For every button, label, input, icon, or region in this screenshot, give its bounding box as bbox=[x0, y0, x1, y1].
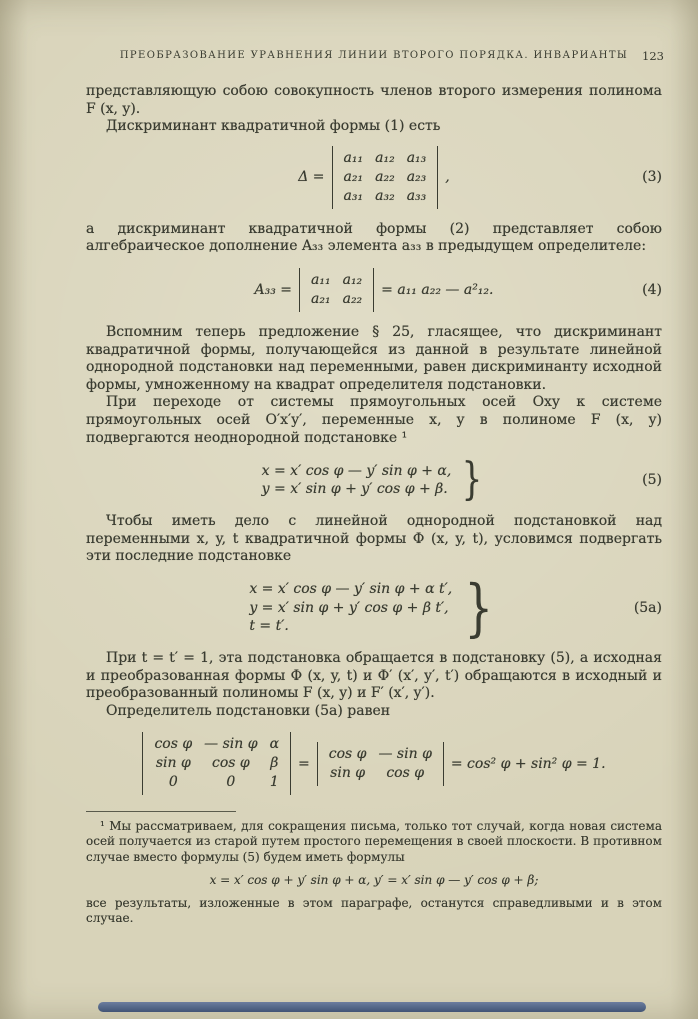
equation-4 bbox=[86, 268, 662, 312]
matrix-cell: a₁₂ bbox=[375, 149, 395, 166]
equation-4-lhs: A₃₃ = bbox=[254, 281, 293, 298]
matrix-cell: — sin φ bbox=[378, 745, 432, 762]
equation-5a-line-3: t = t′. bbox=[249, 618, 289, 635]
equation-6-equals: = bbox=[298, 755, 310, 772]
matrix-table bbox=[148, 735, 285, 792]
equation-number-5: (5) bbox=[642, 472, 662, 489]
running-header bbox=[86, 50, 662, 61]
matrix-cell: a₂₁ bbox=[311, 290, 331, 307]
matrix-cell: 1 bbox=[269, 774, 279, 791]
matrix-cell: a₂₁ bbox=[343, 168, 364, 185]
matrix-table bbox=[338, 149, 433, 206]
matrix-cell: a₁₁ bbox=[311, 271, 331, 288]
running-header-title: ПРЕОБРАЗОВАНИЕ УРАВНЕНИЯ ЛИНИИ ВТОРОГО ПОРЯДКА. ИНВАРИАНТЫ bbox=[119, 50, 629, 61]
paragraph-cofactor: а дискриминант квадратичной формы (2) представляет собою алгебраическое дополнение A₃₃ элемента a₃₃ в предыдущем определителе: bbox=[86, 220, 662, 255]
page-content bbox=[86, 50, 662, 927]
equation-5-line-1: x = x′ cos φ — y′ sin φ + α, bbox=[261, 462, 452, 479]
system-brace-icon: } bbox=[462, 454, 483, 506]
equation-5-line-2: y = x′ sin φ + y′ cos φ + β. bbox=[261, 481, 448, 498]
matrix-cell: cos φ bbox=[154, 736, 193, 753]
equation-number-5a: (5а) bbox=[633, 599, 662, 616]
matrix-cell: a₃₁ bbox=[343, 187, 364, 204]
matrix-cell: a₁₃ bbox=[406, 149, 427, 166]
determinant-2x2 bbox=[299, 268, 374, 312]
equation-6 bbox=[86, 732, 662, 795]
equation-5a-system bbox=[86, 570, 662, 644]
paragraph-axes-transition: При переходе от системы прямоугольных осей Oxy к системе прямоугольных осей O′x′y′, переменные x, y в полиноме F (x, y) подвергаются неоднородной подстановке ¹ bbox=[86, 394, 662, 446]
matrix-cell: 0 bbox=[226, 774, 236, 791]
matrix-cell: a₃₃ bbox=[406, 187, 427, 204]
matrix-cell: — sin φ bbox=[204, 736, 258, 753]
matrix-cell: a₁₁ bbox=[343, 149, 364, 166]
equation-3-tail: , bbox=[445, 169, 450, 186]
paragraph-t-equals-one: При t = t′ = 1, эта подстановка обращается в подстановку (5), а исходная и преобразованная формы Φ (x, y, t) и Φ′ (x′, y′, t′) обращаются в исходный и преобразованный полиномы F (x, y) и F′ (x′, y′). bbox=[86, 649, 662, 702]
equation-5a-lines bbox=[249, 580, 452, 636]
paragraph-proposition-25: Вспомним теперь предложение § 25, гласящее, что дискриминант квадратичной формы, получающейся из данной в результате линейной однородной подстановки над переменными, равен дискриминанту исходной формы, умноженному на квадрат определителя подстановки. bbox=[86, 323, 662, 393]
matrix-cell: sin φ bbox=[155, 755, 191, 772]
paragraph-homogeneous-substitution: Чтобы иметь дело с линейной однородной подстановкой над переменными x, y, t квадратичной формы Φ (x, y, t), условимся подвергать эти последние подстановке bbox=[86, 513, 662, 565]
scan-edge-artifact bbox=[98, 1002, 646, 1012]
equation-4-rhs: = a₁₁ a₂₂ — a²₁₂. bbox=[381, 281, 494, 298]
footnote-text: ¹ Мы рассматриваем, для сокращения письма, только тот случай, когда новая система осей получается из старой путем простого перемещения в своей плоскости. В противном случае вместо формулы (5) будем иметь формулы bbox=[86, 819, 662, 864]
page-number: 123 bbox=[642, 49, 664, 63]
footnote-formula: x = x′ cos φ + y′ sin φ + α, y′ = x′ sin φ — y′ cos φ + β; bbox=[209, 872, 539, 887]
determinant-2x2-rotation bbox=[317, 742, 444, 786]
footnote-tail: все результаты, изложенные в этом параграфе, останутся справедливыми и в этом случае. bbox=[86, 896, 662, 926]
paragraph-determinant-lead: Определитель подстановки (5а) равен bbox=[106, 702, 391, 719]
determinant-3x3 bbox=[332, 146, 439, 209]
matrix-cell: a₁₂ bbox=[342, 271, 363, 288]
matrix-table bbox=[305, 271, 368, 309]
equation-3-lhs: Δ = bbox=[298, 169, 325, 186]
equation-5a-line-2: y = x′ sin φ + y′ cos φ + β t′, bbox=[249, 599, 449, 616]
matrix-cell: 0 bbox=[168, 774, 178, 791]
matrix-cell: sin φ bbox=[330, 764, 366, 781]
equation-number-4: (4) bbox=[642, 281, 662, 298]
footnote-section bbox=[86, 811, 662, 926]
system-brace-icon: } bbox=[464, 570, 494, 644]
matrix-cell: a₂₂ bbox=[342, 290, 363, 307]
matrix-cell: β bbox=[270, 755, 279, 772]
matrix-table bbox=[323, 745, 438, 783]
matrix-cell: α bbox=[269, 736, 280, 753]
equation-5-system bbox=[86, 454, 662, 506]
equation-5-lines bbox=[262, 462, 452, 499]
matrix-cell: a₂₂ bbox=[375, 168, 395, 185]
matrix-cell: a₃₂ bbox=[375, 187, 395, 204]
paragraph-discriminant-lead: Дискриминант квадратичной формы (1) есть bbox=[106, 118, 441, 135]
equation-number-3: (3) bbox=[642, 169, 662, 186]
matrix-cell: cos φ bbox=[328, 745, 367, 762]
matrix-cell: cos φ bbox=[212, 755, 250, 772]
determinant-3x3-rotation bbox=[142, 732, 291, 795]
matrix-cell: cos φ bbox=[386, 764, 425, 781]
paragraph-continuation: представляющую собою совокупность членов второго измерения полинома F (x, y). bbox=[86, 83, 662, 117]
footnote-separator bbox=[86, 811, 236, 812]
equation-6-rhs: = cos² φ + sin² φ = 1. bbox=[450, 755, 606, 772]
equation-3 bbox=[86, 146, 662, 209]
matrix-cell: a₂₃ bbox=[406, 168, 427, 185]
equation-5a-line-1: x = x′ cos φ — y′ sin φ + α t′, bbox=[249, 581, 453, 598]
